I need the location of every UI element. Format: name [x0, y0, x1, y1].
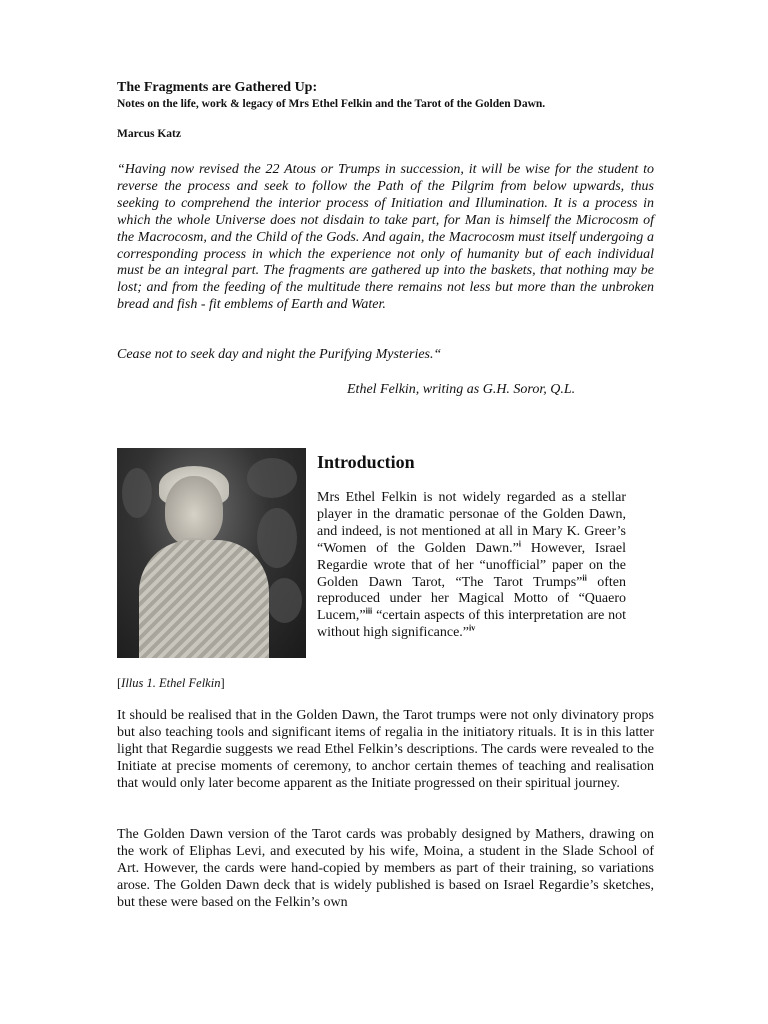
document-subtitle: Notes on the life, work & legacy of Mrs Ethel Felkin and the Tarot of the Golden Dawn. [117, 98, 546, 110]
body-paragraph: The Golden Dawn version of the Tarot cards was probably designed by Mathers, drawing on the work of Eliphas Levi, and executed by his wife, Moina, a student in the Slade School of Art. However, the cards were hand-copied by members as part of their training, so variations arose. The Golden Dawn deck that is widely published is based on Israel Regardie’s sketches, but these were based on the Felkin’s own [117, 827, 654, 910]
author-name: Marcus Katz [117, 128, 181, 140]
body-paragraph: It should be realised that in the Golden Dawn, the Tarot trumps were not only divinatory props but also teaching tools and significant items of regalia in the initiatory rituals. It is in this latter light that Regardie suggests we read Ethel Felkin’s descriptions. The cards were revealed to the Initiate at precise moments of ceremony, to anchor certain themes of teaching and realisation that would only later become apparent as the Initiate progressed on their spiritual journey. [117, 708, 654, 791]
footnote-ref[interactable]: ii [582, 572, 587, 582]
ethel-felkin-photo [117, 448, 306, 658]
section-heading-introduction: Introduction [317, 452, 415, 472]
document-title: The Fragments are Gathered Up: [117, 80, 318, 95]
footnote-ref[interactable]: i [518, 539, 522, 549]
epigraph-quote: “Having now revised the 22 Atous or Trumps in succession, it will be wise for the student to reverse the process and seek to follow the Path of the Pilgrim from below upwards, thus seeking to comprehend the interior process of Initiation and Illumination. It is a process in which the whole Universe does not disdain to take part, for Man is himself the Microcosm of the Macrocosm, and the Child of the Gods. And again, the Macrocosm must itself undergoing a corresponding process in which the experience not only of humanity but of each individual must be an integral part. The fragments are gathered up into the baskets, that nothing may be lost; and from the feeding of the multitude there remains not less but more than the unbroken bread and fish - fit emblems of Earth and Water. [117, 162, 654, 313]
introduction-paragraph: Mrs Ethel Felkin is not widely regarded as a stellar player in the dramatic personae of the Golden Dawn, and indeed, is not mentioned at all in Mary K. Greer’s “Women of the Golden Dawn.”$^i$ However, Israel Regardie wrote that of her “unofficial” paper on the Golden Dawn Tarot, “The Tarot Trumps”$^{ii}$ often reproduced under her Magical Motto of “Quaero Lucem,”$^{iii}$ “certain aspects of this interpretation are not without high significance.”$^{iv}$ [317, 490, 627, 641]
epigraph-attribution: Ethel Felkin, writing as G.H. Soror, Q.L. [347, 382, 576, 397]
epigraph-closing: Cease not to seek day and night the Purifying Mysteries.“ [117, 347, 442, 362]
footnote-ref[interactable]: iii [365, 606, 373, 616]
footnote-ref[interactable]: iv [469, 623, 476, 633]
photo-caption: [Illus 1. Ethel Felkin] [117, 676, 225, 690]
